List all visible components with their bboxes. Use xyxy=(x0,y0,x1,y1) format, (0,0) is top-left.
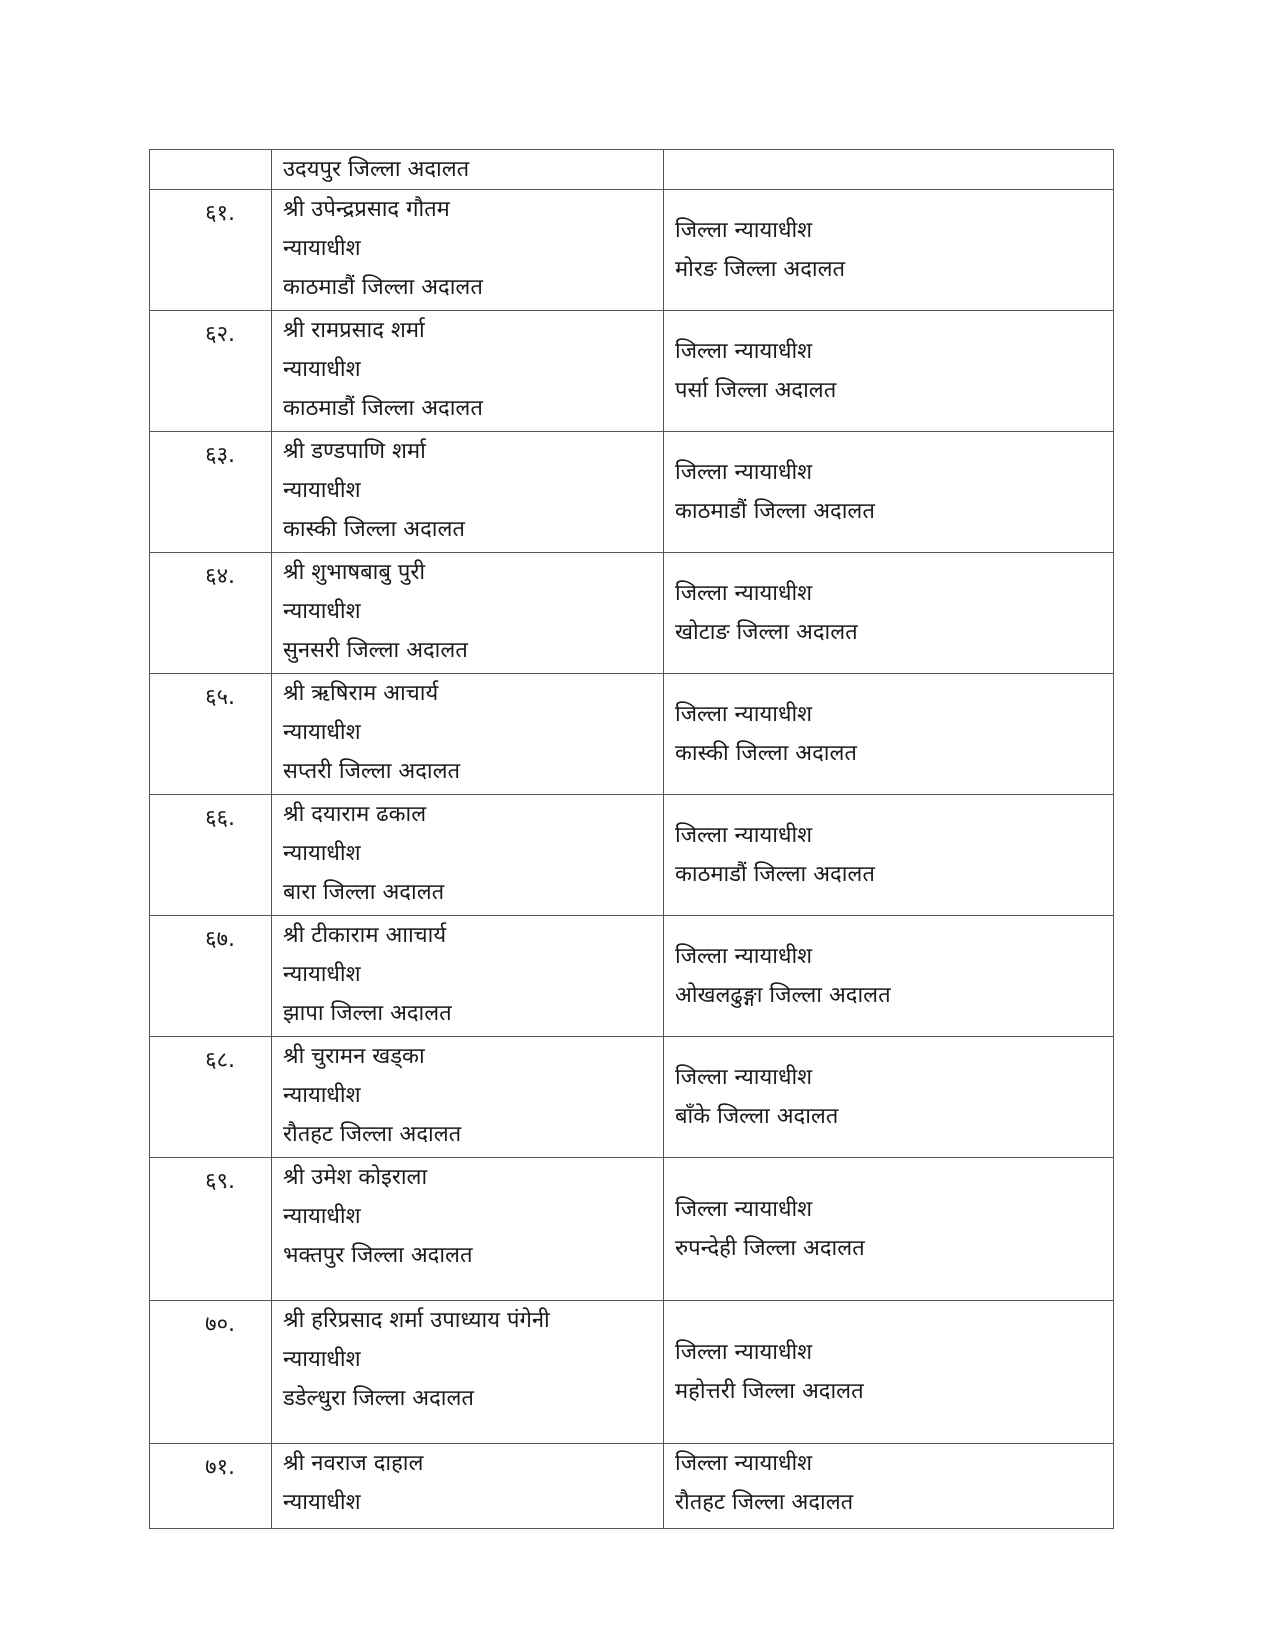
judge-role: न्यायाधीश xyxy=(283,236,361,261)
judge-cell xyxy=(272,190,664,311)
judge-cell xyxy=(272,553,664,674)
judge-name: श्री डण्डपाणि शर्मा xyxy=(283,439,426,464)
destination-cell xyxy=(664,553,1114,674)
judge-cell xyxy=(272,795,664,916)
table-row xyxy=(150,553,1114,674)
table-row xyxy=(150,916,1114,1037)
judge-name: श्री उमेश कोइराला xyxy=(283,1165,428,1190)
destination-role: जिल्ला न्यायाधीश xyxy=(675,218,813,243)
destination-role: जिल्ला न्यायाधीश xyxy=(675,823,813,848)
judge-role: न्यायाधीश xyxy=(283,1204,361,1229)
table-row xyxy=(150,1444,1114,1529)
current-court: सप्तरी जिल्ला अदालत xyxy=(283,759,461,784)
destination-court: काठमाडौं जिल्ला अदालत xyxy=(675,862,875,887)
destination-cell xyxy=(664,190,1114,311)
destination-cell xyxy=(664,1158,1114,1301)
serial-number: ७१. xyxy=(150,1444,272,1529)
destination-cell xyxy=(664,1037,1114,1158)
destination-court: मोरङ जिल्ला अदालत xyxy=(675,257,846,282)
destination-court: खोटाङ जिल्ला अदालत xyxy=(675,620,858,645)
serial-number: ६६. xyxy=(150,795,272,916)
judge-role: न्यायाधीश xyxy=(283,962,361,987)
serial-number: ६१. xyxy=(150,190,272,311)
serial-cell xyxy=(150,150,272,190)
current-court: काठमाडौं जिल्ला अदालत xyxy=(283,396,483,421)
serial-number: ६८. xyxy=(150,1037,272,1158)
destination-cell xyxy=(664,795,1114,916)
current-court: बारा जिल्ला अदालत xyxy=(283,880,445,905)
judge-role: न्यायाधीश xyxy=(283,841,361,866)
judge-name: श्री हरिप्रसाद शर्मा उपाध्याय पंगेनी xyxy=(283,1308,550,1333)
current-court: रौतहट जिल्ला अदालत xyxy=(283,1122,462,1147)
destination-cell xyxy=(664,916,1114,1037)
judge-name: श्री दयाराम ढकाल xyxy=(283,802,427,827)
current-court: कास्की जिल्ला अदालत xyxy=(283,517,465,542)
destination-role: जिल्ला न्यायाधीश xyxy=(675,1065,813,1090)
judge-name: श्री शुभाषबाबु पुरी xyxy=(283,560,426,585)
destination-court: काठमाडौं जिल्ला अदालत xyxy=(675,499,875,524)
judge-cell xyxy=(272,916,664,1037)
destination-cell xyxy=(664,1444,1114,1529)
serial-number: ६९. xyxy=(150,1158,272,1301)
judge-name: श्री रामप्रसाद शर्मा xyxy=(283,318,425,343)
judge-role: न्यायाधीश xyxy=(283,478,361,503)
judge-name: श्री उपेन्द्रप्रसाद गौतम xyxy=(283,197,450,222)
destination-court: रुपन्देही जिल्ला अदालत xyxy=(675,1236,865,1261)
serial-number: ६३. xyxy=(150,432,272,553)
current-court: झापा जिल्ला अदालत xyxy=(283,1001,452,1026)
current-court-cell xyxy=(272,150,664,190)
destination-role: जिल्ला न्यायाधीश xyxy=(675,1340,813,1365)
serial-number: ६२. xyxy=(150,311,272,432)
serial-number: ७०. xyxy=(150,1301,272,1444)
table-row xyxy=(150,795,1114,916)
judge-cell xyxy=(272,1037,664,1158)
destination-cell xyxy=(664,311,1114,432)
destination-role: जिल्ला न्यायाधीश xyxy=(675,944,813,969)
table-row xyxy=(150,1158,1114,1301)
current-court: भक्तपुर जिल्ला अदालत xyxy=(283,1243,473,1268)
judge-transfer-table xyxy=(149,149,1114,1529)
current-court: उदयपुर जिल्ला अदालत xyxy=(283,157,470,182)
judge-role: न्यायाधीश xyxy=(283,1083,361,1108)
judge-role: न्यायाधीश xyxy=(283,1347,361,1372)
destination-role: जिल्ला न्यायाधीश xyxy=(675,460,813,485)
table-row-continuation xyxy=(150,150,1114,190)
judge-cell xyxy=(272,674,664,795)
current-court: काठमाडौं जिल्ला अदालत xyxy=(283,275,483,300)
destination-cell xyxy=(664,150,1114,190)
current-court: सुनसरी जिल्ला अदालत xyxy=(283,638,468,663)
destination-court: रौतहट जिल्ला अदालत xyxy=(675,1490,854,1515)
destination-court: बाँके जिल्ला अदालत xyxy=(675,1104,839,1129)
destination-cell xyxy=(664,674,1114,795)
judge-cell xyxy=(272,432,664,553)
table-row xyxy=(150,432,1114,553)
serial-number: ६४. xyxy=(150,553,272,674)
serial-number: ६७. xyxy=(150,916,272,1037)
judge-role: न्यायाधीश xyxy=(283,599,361,624)
table-row xyxy=(150,311,1114,432)
destination-role: जिल्ला न्यायाधीश xyxy=(675,702,813,727)
judge-cell xyxy=(272,311,664,432)
destination-court: कास्की जिल्ला अदालत xyxy=(675,741,857,766)
judge-role: न्यायाधीश xyxy=(283,1490,361,1515)
destination-court: ओखलढुङ्गा जिल्ला अदालत xyxy=(675,983,891,1008)
judge-cell xyxy=(272,1158,664,1301)
judge-name: श्री चुरामन खड्का xyxy=(283,1044,425,1069)
judge-cell xyxy=(272,1301,664,1444)
destination-court: महोत्तरी जिल्ला अदालत xyxy=(675,1379,864,1404)
judge-name: श्री ऋषिराम आचार्य xyxy=(283,681,439,706)
judge-name: श्री टीकाराम आाचार्य xyxy=(283,923,447,948)
table-row xyxy=(150,674,1114,795)
judge-cell xyxy=(272,1444,664,1529)
destination-role: जिल्ला न्यायाधीश xyxy=(675,1451,813,1476)
destination-role: जिल्ला न्यायाधीश xyxy=(675,1197,813,1222)
judge-role: न्यायाधीश xyxy=(283,357,361,382)
table-row xyxy=(150,1037,1114,1158)
destination-court: पर्सा जिल्ला अदालत xyxy=(675,378,837,403)
table-row xyxy=(150,1301,1114,1444)
destination-cell xyxy=(664,432,1114,553)
serial-number: ६५. xyxy=(150,674,272,795)
judge-name: श्री नवराज दाहाल xyxy=(283,1451,424,1476)
destination-role: जिल्ला न्यायाधीश xyxy=(675,339,813,364)
current-court: डडेल्धुरा जिल्ला अदालत xyxy=(283,1386,474,1411)
destination-role: जिल्ला न्यायाधीश xyxy=(675,581,813,606)
destination-cell xyxy=(664,1301,1114,1444)
table-row xyxy=(150,190,1114,311)
judge-role: न्यायाधीश xyxy=(283,720,361,745)
